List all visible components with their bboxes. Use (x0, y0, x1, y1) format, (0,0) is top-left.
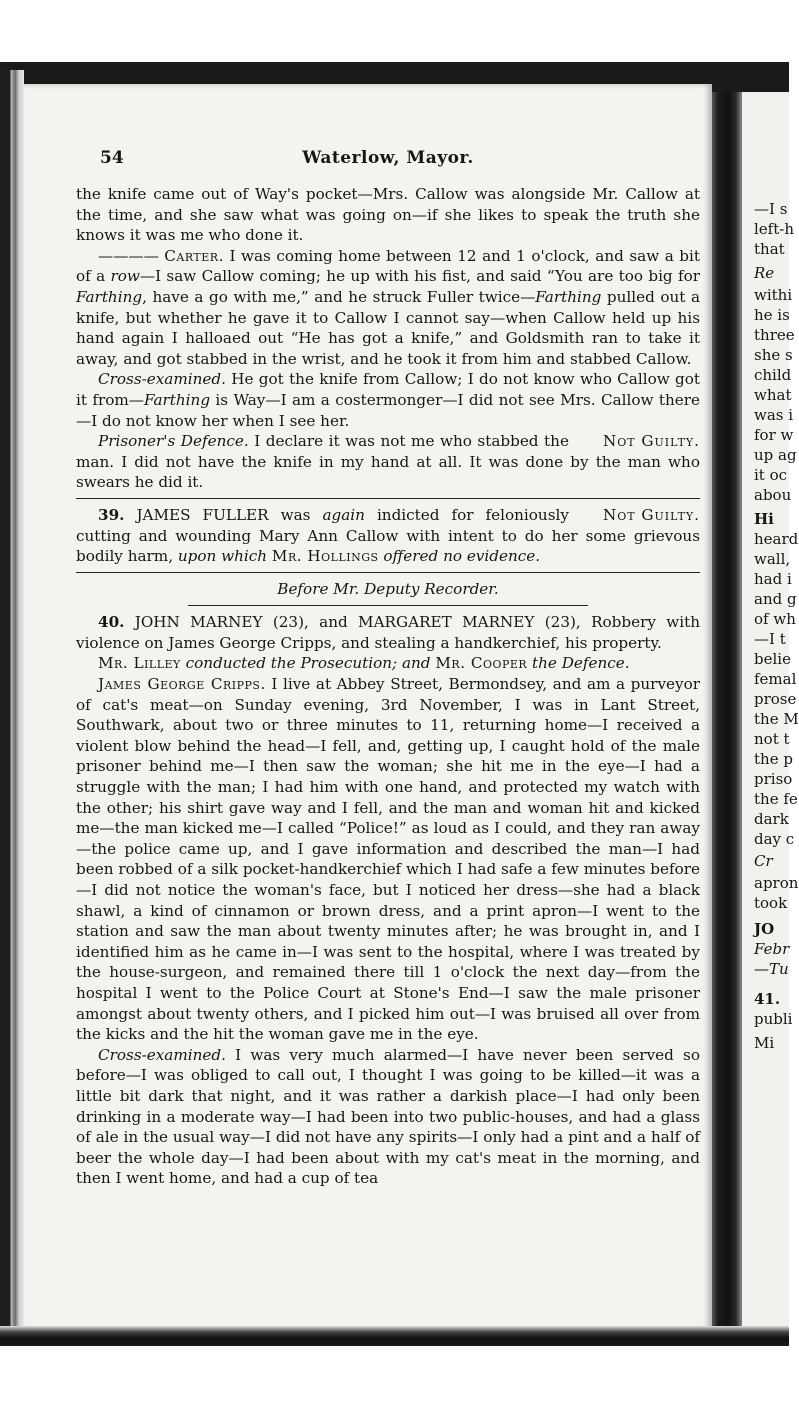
next-page-fragment: of wh (754, 610, 796, 628)
next-page-fragment: child (754, 366, 792, 384)
indictment-40: 40. JOHN MARNEY (23), and MARGARET MARNEY (23), Robbery with violence on James George Cripps, and stealing a handkerchief, his property. (76, 613, 700, 652)
next-page-fragment: what (754, 386, 792, 404)
cross-examination: Cross-examined. I was very much alarmed—I have never been served so before—I was obliged to call out, I thought I was going to be killed—it was a little bit dark that night, and it was rather a darkish place—I had only been drinking in a moderate way—I had been into two public-houses, and had a glass of ale in the usual way—I did not have any spirits—I only had a pint and a half of beer the whole day—I had been about with my cat's meat in the morning, and then I went home, and had a cup of tea (76, 1045, 700, 1188)
next-page-fragment: priso (754, 770, 793, 788)
paragraph: Cross-examined. He got the knife from Callow; I do not know who Callow got it from—Farthing is Way—I am a costermonger—I did not see Mrs. Callow there—I do not know her when I see her. (76, 370, 701, 430)
next-page-fragment: JO (754, 920, 775, 938)
next-page-fragment: that (754, 240, 785, 258)
next-page-fragment: took (754, 894, 788, 912)
book-gutter-shadow (712, 92, 742, 1328)
paragraph-with-verdict: Not Guilty. Prisoner's Defence. I declare it was not me who stabbed the man. I did not have the knife in my hand at all. It was done by the man who swears he did it. (76, 432, 700, 492)
next-page-fragment: —I s (754, 200, 788, 218)
short-divider (188, 605, 588, 606)
next-page-fragment: heard (754, 530, 799, 548)
next-page-fragment: belie (754, 650, 791, 668)
next-page-fragment: up ag (754, 446, 797, 464)
next-page-fragment: Cr (754, 852, 773, 870)
next-page-fragment: three (754, 326, 795, 344)
next-page-fragment: he is (754, 306, 790, 324)
book-page-edges (0, 70, 24, 1340)
next-page-fragment: —I t (754, 630, 786, 648)
next-page-fragment: for w (754, 426, 794, 444)
page-number: 54 (100, 148, 124, 168)
next-page-fragment: not t (754, 730, 790, 748)
next-page-fragment: prose (754, 690, 797, 708)
running-title: Waterlow, Mayor. (302, 148, 474, 168)
next-page-fragment: the p (754, 750, 793, 768)
next-page-fragment: publi (754, 1010, 793, 1028)
next-page-fragment: dark (754, 810, 789, 828)
next-page-fragment: the fe (754, 790, 798, 808)
next-page-fragment: day c (754, 830, 795, 848)
section-divider (76, 498, 700, 499)
next-page-fragment: she s (754, 346, 793, 364)
next-page-fragment: and g (754, 590, 797, 608)
next-page-fragment: withi (754, 286, 793, 304)
next-page-fragment: apron (754, 874, 799, 892)
paragraph: ———— Carter. I was coming home between 12 and 1 o'clock, and saw a bit of a row—I saw Callow coming; he up with his fist, and said “You are too big for Farthing, have a go with me,” and he struck Fuller twice—Farthing pulled out a knife, but whether he gave it to Callow I cannot say—when Callow held up his hand again I halloaed out “He has got a knife,” and Goldsmith ran to take it away, and got stabbed in the wrist, and he took it from him and stabbed Callow. (76, 246, 701, 368)
next-page-fragment: it oc (754, 466, 788, 484)
indictment-39: Not Guilty. 39. JAMES FULLER was again indicted for feloniously cutting and wounding Mary Ann Callow with intent to do her some grievous bodily harm, upon which Mr. Hollings offered no evidence. (76, 505, 700, 566)
verdict: Not Guilty. (602, 432, 700, 451)
section-divider (76, 572, 700, 573)
next-page-fragment: wall, (754, 550, 791, 568)
next-page-fragment: was i (754, 406, 794, 424)
next-page-fragment: abou (754, 486, 792, 504)
next-page-fragment: femal (754, 670, 797, 688)
next-page-fragment: —Tu (754, 960, 789, 978)
verdict: Not Guilty. (602, 505, 700, 524)
next-page-fragment: the M (754, 710, 799, 728)
next-page-fragment: 41. (754, 990, 781, 1008)
next-page-fragment: Re (754, 264, 775, 282)
next-page-fragment: had i (754, 570, 792, 588)
next-page-edge (742, 92, 799, 1328)
next-page-fragment: Hi (754, 510, 774, 528)
paragraph: the knife came out of Way's pocket—Mrs. Callow was alongside Mr. Callow at the time, and she saw what was going on—if she likes to speak the truth she knows it was me who done it. (76, 185, 700, 245)
testimony-cripps: James George Cripps. I live at Abbey Street, Bermondsey, and am a purveyor of cat's meat—on Sunday evening, 3rd November, I was in Lant Street, Southwark, about two or three minutes to 11, returning home—I received a violent blow behind the head—I fell, and, getting up, I caught hold of the male prisoner behind me—I then saw the woman; she hit me in the eye—I had a struggle with the man; I had him with one hand, and protected my watch with the other; his shirt gave way and I fell, and the man and woman hit and kicked me—the man kicked me—I called “Police!” as loud as I could, and they ran away—the police came up, and I gave information and described the man—I had been robbed of a silk pocket-handkerchief which I had safe a few minutes before—I did not notice the woman's face, but I noticed her dress—she had a black shawl, a kind of cinnamon or brown dress, and a print apron—I went to the station and saw the man about twenty minutes after; he was brought in, and I identified him as he came in—I was sent to the hospital, where I was treated by the house-surgeon, and remained there till 1 o'clock the next day—from the hospital I went to the Police Court at Stone's End—I saw the male prisoner amongst about twenty others, and I picked him out—I was bruised all over from the kicks and the hit the woman gave me in the eye. (76, 675, 700, 1044)
next-page-fragment: left-h (754, 220, 794, 238)
page-text (76, 148, 700, 1189)
page-header (76, 148, 700, 178)
scan-bottom-border (0, 1326, 789, 1346)
counsel-line: Mr. Lilley conducted the Prosecution; and Mr. Cooper the Defence. (98, 654, 630, 673)
next-page-fragment: Mi (754, 1034, 775, 1052)
next-page-fragment: Febr (754, 940, 790, 958)
court-heading: Before Mr. Deputy Recorder. (277, 579, 499, 598)
